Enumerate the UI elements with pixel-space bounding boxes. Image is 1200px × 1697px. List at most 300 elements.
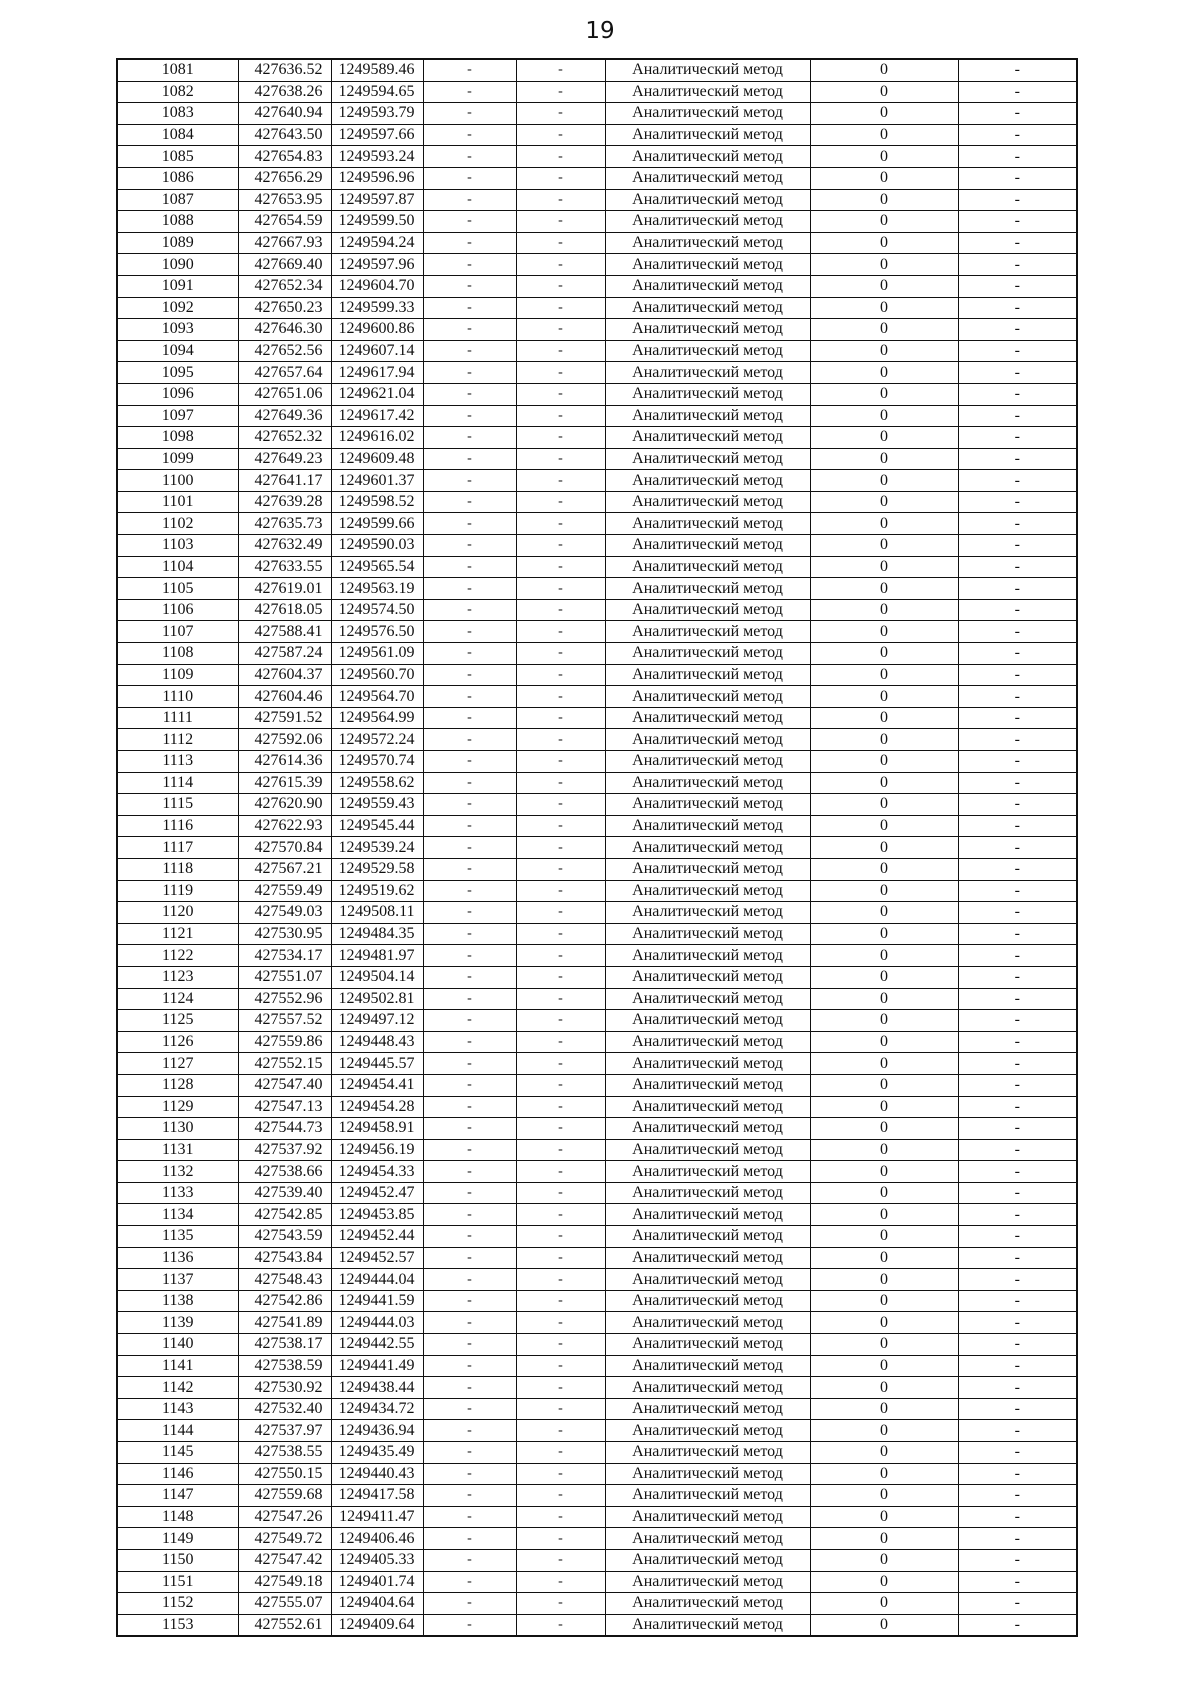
y-coordinate-cell: 1249598.52 [331,491,423,513]
point-number-cell: 1131 [117,1139,238,1161]
method-cell: Аналитический метод [605,1614,810,1636]
method-cell: Аналитический метод [605,1161,810,1183]
method-cell: Аналитический метод [605,945,810,967]
col4-cell: - [423,1247,516,1269]
col8-cell: - [958,1593,1077,1615]
col4-cell: - [423,1420,516,1442]
col8-cell: - [958,966,1077,988]
method-cell: Аналитический метод [605,729,810,751]
method-cell: Аналитический метод [605,772,810,794]
table-row [117,1355,1077,1377]
table-row [117,621,1077,643]
col5-cell: - [516,707,605,729]
col5-cell: - [516,1182,605,1204]
col4-cell: - [423,124,516,146]
error-cell: 0 [810,707,958,729]
y-coordinate-cell: 1249409.64 [331,1614,423,1636]
x-coordinate-cell: 427542.86 [238,1290,331,1312]
x-coordinate-cell: 427559.68 [238,1485,331,1507]
table-row [117,59,1077,81]
table-row [117,124,1077,146]
method-cell: Аналитический метод [605,837,810,859]
point-number-cell: 1138 [117,1290,238,1312]
col8-cell: - [958,621,1077,643]
x-coordinate-cell: 427641.17 [238,470,331,492]
col5-cell: - [516,643,605,665]
point-number-cell: 1091 [117,275,238,297]
col4-cell: - [423,1161,516,1183]
col8-cell: - [958,232,1077,254]
col4-cell: - [423,1377,516,1399]
point-number-cell: 1088 [117,211,238,233]
table-row [117,1139,1077,1161]
y-coordinate-cell: 1249574.50 [331,599,423,621]
x-coordinate-cell: 427539.40 [238,1182,331,1204]
col5-cell: - [516,880,605,902]
y-coordinate-cell: 1249417.58 [331,1485,423,1507]
col4-cell: - [423,1290,516,1312]
x-coordinate-cell: 427557.52 [238,1010,331,1032]
point-number-cell: 1106 [117,599,238,621]
col8-cell: - [958,1010,1077,1032]
method-cell: Аналитический метод [605,491,810,513]
x-coordinate-cell: 427646.30 [238,319,331,341]
table-row [117,340,1077,362]
col5-cell: - [516,772,605,794]
y-coordinate-cell: 1249560.70 [331,664,423,686]
point-number-cell: 1135 [117,1226,238,1248]
col5-cell: - [516,297,605,319]
col8-cell: - [958,837,1077,859]
y-coordinate-cell: 1249481.97 [331,945,423,967]
method-cell: Аналитический метод [605,643,810,665]
error-cell: 0 [810,945,958,967]
col4-cell: - [423,1139,516,1161]
x-coordinate-cell: 427620.90 [238,794,331,816]
table-row [117,1334,1077,1356]
col8-cell: - [958,1269,1077,1291]
x-coordinate-cell: 427615.39 [238,772,331,794]
point-number-cell: 1083 [117,103,238,125]
col4-cell: - [423,1442,516,1464]
x-coordinate-cell: 427544.73 [238,1118,331,1140]
col8-cell: - [958,383,1077,405]
point-number-cell: 1121 [117,923,238,945]
x-coordinate-cell: 427657.64 [238,362,331,384]
x-coordinate-cell: 427551.07 [238,966,331,988]
error-cell: 0 [810,124,958,146]
x-coordinate-cell: 427534.17 [238,945,331,967]
col5-cell: - [516,470,605,492]
col5-cell: - [516,902,605,924]
y-coordinate-cell: 1249561.09 [331,643,423,665]
x-coordinate-cell: 427547.40 [238,1074,331,1096]
point-number-cell: 1119 [117,880,238,902]
method-cell: Аналитический метод [605,319,810,341]
col8-cell: - [958,319,1077,341]
method-cell: Аналитический метод [605,1182,810,1204]
point-number-cell: 1112 [117,729,238,751]
col5-cell: - [516,1528,605,1550]
col5-cell: - [516,1247,605,1269]
col5-cell: - [516,1442,605,1464]
error-cell: 0 [810,880,958,902]
error-cell: 0 [810,1571,958,1593]
y-coordinate-cell: 1249594.24 [331,232,423,254]
method-cell: Аналитический метод [605,1031,810,1053]
error-cell: 0 [810,297,958,319]
y-coordinate-cell: 1249458.91 [331,1118,423,1140]
table-row [117,945,1077,967]
col5-cell: - [516,1118,605,1140]
col5-cell: - [516,815,605,837]
point-number-cell: 1118 [117,858,238,880]
x-coordinate-cell: 427538.17 [238,1334,331,1356]
error-cell: 0 [810,1290,958,1312]
x-coordinate-cell: 427636.52 [238,59,331,81]
col8-cell: - [958,1377,1077,1399]
table-row [117,1485,1077,1507]
col5-cell: - [516,1571,605,1593]
method-cell: Аналитический метод [605,470,810,492]
method-cell: Аналитический метод [605,1269,810,1291]
y-coordinate-cell: 1249565.54 [331,556,423,578]
method-cell: Аналитический метод [605,1549,810,1571]
method-cell: Аналитический метод [605,578,810,600]
error-cell: 0 [810,794,958,816]
x-coordinate-cell: 427604.37 [238,664,331,686]
y-coordinate-cell: 1249616.02 [331,427,423,449]
col4-cell: - [423,686,516,708]
col5-cell: - [516,1377,605,1399]
table-row [117,211,1077,233]
table-row [117,966,1077,988]
y-coordinate-cell: 1249404.64 [331,1593,423,1615]
col4-cell: - [423,1506,516,1528]
table-row [117,319,1077,341]
point-number-cell: 1090 [117,254,238,276]
x-coordinate-cell: 427604.46 [238,686,331,708]
col8-cell: - [958,1485,1077,1507]
method-cell: Аналитический метод [605,858,810,880]
col4-cell: - [423,275,516,297]
col8-cell: - [958,1614,1077,1636]
error-cell: 0 [810,167,958,189]
point-number-cell: 1085 [117,146,238,168]
error-cell: 0 [810,1226,958,1248]
x-coordinate-cell: 427651.06 [238,383,331,405]
col8-cell: - [958,1226,1077,1248]
col4-cell: - [423,362,516,384]
col8-cell: - [958,124,1077,146]
col8-cell: - [958,729,1077,751]
col8-cell: - [958,189,1077,211]
x-coordinate-cell: 427552.15 [238,1053,331,1075]
col5-cell: - [516,1355,605,1377]
error-cell: 0 [810,470,958,492]
y-coordinate-cell: 1249572.24 [331,729,423,751]
method-cell: Аналитический метод [605,1118,810,1140]
method-cell: Аналитический метод [605,815,810,837]
point-number-cell: 1147 [117,1485,238,1507]
table-row [117,599,1077,621]
table-row [117,988,1077,1010]
x-coordinate-cell: 427547.42 [238,1549,331,1571]
col5-cell: - [516,1161,605,1183]
error-cell: 0 [810,513,958,535]
col4-cell: - [423,340,516,362]
x-coordinate-cell: 427652.32 [238,427,331,449]
point-number-cell: 1081 [117,59,238,81]
col5-cell: - [516,59,605,81]
col5-cell: - [516,923,605,945]
method-cell: Аналитический метод [605,167,810,189]
x-coordinate-cell: 427652.34 [238,275,331,297]
x-coordinate-cell: 427591.52 [238,707,331,729]
col4-cell: - [423,945,516,967]
col4-cell: - [423,1010,516,1032]
col5-cell: - [516,1053,605,1075]
col8-cell: - [958,1442,1077,1464]
col4-cell: - [423,427,516,449]
col8-cell: - [958,1096,1077,1118]
error-cell: 0 [810,383,958,405]
col4-cell: - [423,794,516,816]
col8-cell: - [958,599,1077,621]
x-coordinate-cell: 427587.24 [238,643,331,665]
y-coordinate-cell: 1249440.43 [331,1463,423,1485]
method-cell: Аналитический метод [605,297,810,319]
col4-cell: - [423,1593,516,1615]
error-cell: 0 [810,1074,958,1096]
table-row [117,858,1077,880]
col4-cell: - [423,211,516,233]
point-number-cell: 1113 [117,751,238,773]
table-row [117,1226,1077,1248]
col8-cell: - [958,1312,1077,1334]
error-cell: 0 [810,1549,958,1571]
table-row [117,1420,1077,1442]
col8-cell: - [958,491,1077,513]
x-coordinate-cell: 427654.83 [238,146,331,168]
point-number-cell: 1132 [117,1161,238,1183]
point-number-cell: 1099 [117,448,238,470]
y-coordinate-cell: 1249617.94 [331,362,423,384]
y-coordinate-cell: 1249601.37 [331,470,423,492]
method-cell: Аналитический метод [605,599,810,621]
col8-cell: - [958,858,1077,880]
method-cell: Аналитический метод [605,535,810,557]
method-cell: Аналитический метод [605,1226,810,1248]
method-cell: Аналитический метод [605,427,810,449]
col5-cell: - [516,254,605,276]
col5-cell: - [516,729,605,751]
y-coordinate-cell: 1249597.66 [331,124,423,146]
y-coordinate-cell: 1249559.43 [331,794,423,816]
error-cell: 0 [810,1269,958,1291]
error-cell: 0 [810,729,958,751]
x-coordinate-cell: 427543.59 [238,1226,331,1248]
col4-cell: - [423,59,516,81]
x-coordinate-cell: 427548.43 [238,1269,331,1291]
y-coordinate-cell: 1249564.99 [331,707,423,729]
col8-cell: - [958,59,1077,81]
col8-cell: - [958,1528,1077,1550]
method-cell: Аналитический метод [605,232,810,254]
col4-cell: - [423,491,516,513]
point-number-cell: 1148 [117,1506,238,1528]
x-coordinate-cell: 427656.29 [238,167,331,189]
col5-cell: - [516,988,605,1010]
table-row [117,491,1077,513]
col4-cell: - [423,319,516,341]
y-coordinate-cell: 1249442.55 [331,1334,423,1356]
error-cell: 0 [810,578,958,600]
error-cell: 0 [810,1031,958,1053]
col4-cell: - [423,1549,516,1571]
col4-cell: - [423,729,516,751]
y-coordinate-cell: 1249502.81 [331,988,423,1010]
col8-cell: - [958,707,1077,729]
x-coordinate-cell: 427667.93 [238,232,331,254]
col5-cell: - [516,751,605,773]
point-number-cell: 1098 [117,427,238,449]
point-number-cell: 1137 [117,1269,238,1291]
method-cell: Аналитический метод [605,1528,810,1550]
x-coordinate-cell: 427567.21 [238,858,331,880]
col8-cell: - [958,535,1077,557]
table-row [117,1074,1077,1096]
table-body [117,59,1077,1636]
error-cell: 0 [810,1442,958,1464]
y-coordinate-cell: 1249539.24 [331,837,423,859]
x-coordinate-cell: 427639.28 [238,491,331,513]
col4-cell: - [423,1463,516,1485]
col8-cell: - [958,1204,1077,1226]
table-row [117,146,1077,168]
col5-cell: - [516,513,605,535]
col8-cell: - [958,880,1077,902]
error-cell: 0 [810,1204,958,1226]
x-coordinate-cell: 427559.86 [238,1031,331,1053]
col8-cell: - [958,686,1077,708]
method-cell: Аналитический метод [605,211,810,233]
point-number-cell: 1117 [117,837,238,859]
method-cell: Аналитический метод [605,751,810,773]
table-row [117,1118,1077,1140]
coordinates-table [116,58,1078,1637]
col4-cell: - [423,1031,516,1053]
x-coordinate-cell: 427635.73 [238,513,331,535]
x-coordinate-cell: 427653.95 [238,189,331,211]
method-cell: Аналитический метод [605,664,810,686]
y-coordinate-cell: 1249604.70 [331,275,423,297]
col5-cell: - [516,966,605,988]
col8-cell: - [958,513,1077,535]
col4-cell: - [423,643,516,665]
col5-cell: - [516,664,605,686]
col5-cell: - [516,1031,605,1053]
x-coordinate-cell: 427592.06 [238,729,331,751]
y-coordinate-cell: 1249593.24 [331,146,423,168]
col4-cell: - [423,966,516,988]
method-cell: Аналитический метод [605,1074,810,1096]
col8-cell: - [958,1463,1077,1485]
table-row [117,772,1077,794]
x-coordinate-cell: 427570.84 [238,837,331,859]
table-row [117,470,1077,492]
x-coordinate-cell: 427538.55 [238,1442,331,1464]
method-cell: Аналитический метод [605,880,810,902]
y-coordinate-cell: 1249445.57 [331,1053,423,1075]
point-number-cell: 1145 [117,1442,238,1464]
table-row [117,837,1077,859]
x-coordinate-cell: 427559.49 [238,880,331,902]
col4-cell: - [423,1571,516,1593]
col5-cell: - [516,1549,605,1571]
point-number-cell: 1082 [117,81,238,103]
method-cell: Аналитический метод [605,1377,810,1399]
y-coordinate-cell: 1249405.33 [331,1549,423,1571]
col8-cell: - [958,1549,1077,1571]
y-coordinate-cell: 1249436.94 [331,1420,423,1442]
error-cell: 0 [810,1096,958,1118]
y-coordinate-cell: 1249600.86 [331,319,423,341]
method-cell: Аналитический метод [605,1010,810,1032]
point-number-cell: 1110 [117,686,238,708]
point-number-cell: 1097 [117,405,238,427]
error-cell: 0 [810,427,958,449]
col5-cell: - [516,1593,605,1615]
y-coordinate-cell: 1249441.49 [331,1355,423,1377]
col8-cell: - [958,362,1077,384]
col5-cell: - [516,275,605,297]
point-number-cell: 1086 [117,167,238,189]
table-row [117,1290,1077,1312]
x-coordinate-cell: 427640.94 [238,103,331,125]
col4-cell: - [423,578,516,600]
col5-cell: - [516,578,605,600]
col8-cell: - [958,1074,1077,1096]
method-cell: Аналитический метод [605,902,810,924]
point-number-cell: 1142 [117,1377,238,1399]
y-coordinate-cell: 1249456.19 [331,1139,423,1161]
point-number-cell: 1140 [117,1334,238,1356]
method-cell: Аналитический метод [605,59,810,81]
table-row [117,1571,1077,1593]
error-cell: 0 [810,1139,958,1161]
error-cell: 0 [810,643,958,665]
col5-cell: - [516,167,605,189]
table-row [117,1442,1077,1464]
col8-cell: - [958,1031,1077,1053]
y-coordinate-cell: 1249597.87 [331,189,423,211]
x-coordinate-cell: 427549.18 [238,1571,331,1593]
method-cell: Аналитический метод [605,383,810,405]
error-cell: 0 [810,535,958,557]
x-coordinate-cell: 427555.07 [238,1593,331,1615]
point-number-cell: 1146 [117,1463,238,1485]
error-cell: 0 [810,772,958,794]
y-coordinate-cell: 1249597.96 [331,254,423,276]
error-cell: 0 [810,923,958,945]
col5-cell: - [516,1334,605,1356]
table-row [117,707,1077,729]
table-row [117,1549,1077,1571]
y-coordinate-cell: 1249452.47 [331,1182,423,1204]
method-cell: Аналитический метод [605,1053,810,1075]
point-number-cell: 1125 [117,1010,238,1032]
